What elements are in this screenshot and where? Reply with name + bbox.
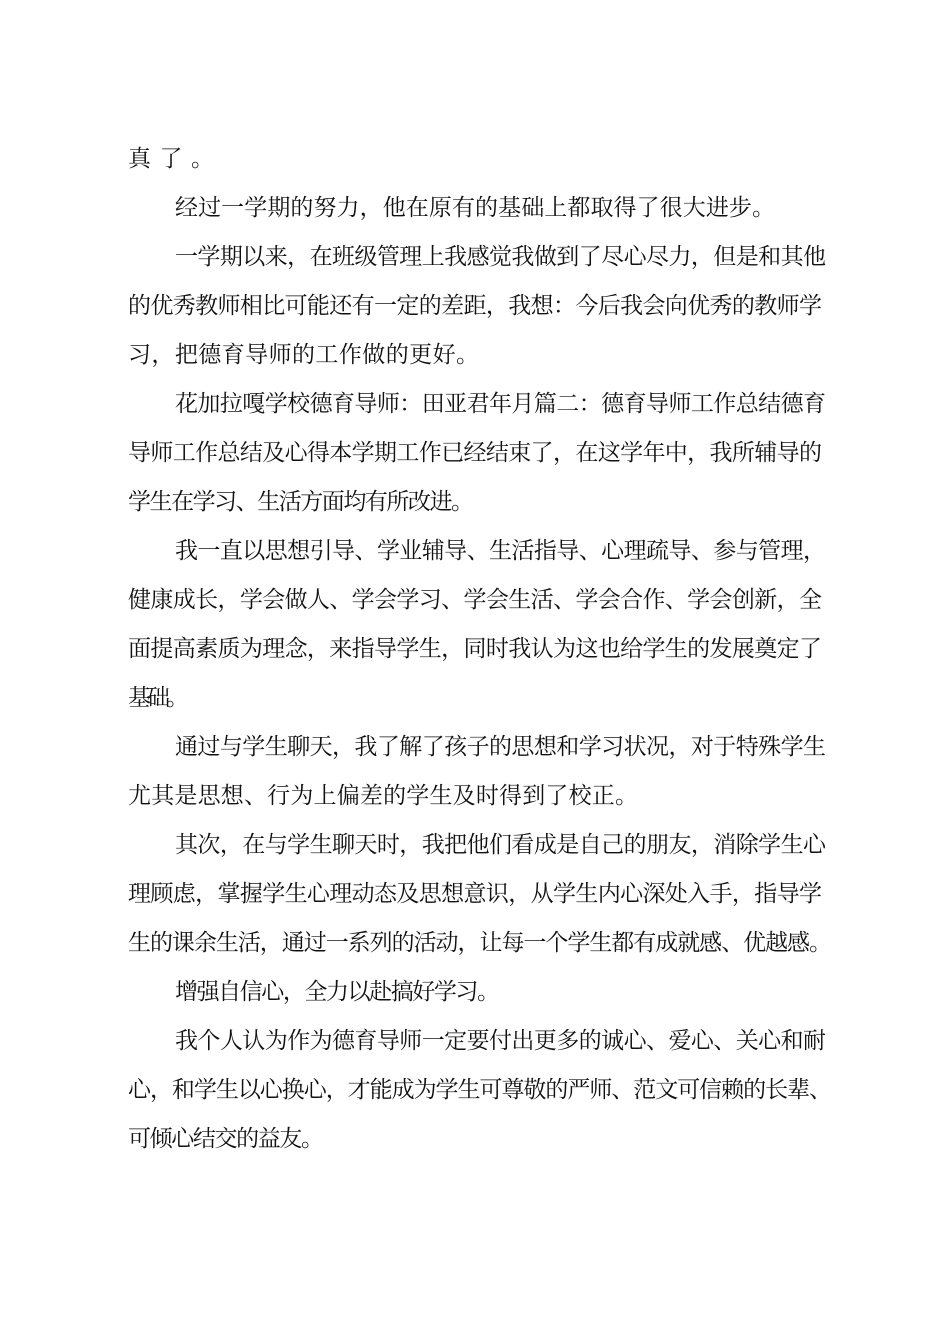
text-line: 面提高素质为理念，来指导学生，同时我认为这也给学生的发展奠定了 [128,636,822,662]
text-line: 我个人认为作为德育导师一定要付出更多的诚心、爱心、关心和耐 [175,1028,826,1054]
text-line: 经过一学期的努力，他在原有的基础上都取得了很大进步。 [175,195,776,221]
text-line: 导师工作总结及心得本学期工作已经结束了，在这学年中，我所辅导的 [128,440,822,466]
text-line: 理顾虑，掌握学生心理动态及思想意识，从学生内心深处入手，指导学 [128,881,822,907]
text-line: 增强自信心，全力以赴搞好学习。 [175,979,499,1005]
text-line: 一学期以来，在班级管理上我感觉我做到了尽心尽力，但是和其他 [175,244,826,270]
text-line: 可倾心结交的益友。 [128,1126,323,1152]
text-line: 通过与学生聊天，我了解了孩子的思想和学习状况，对于特殊学生 [175,734,826,760]
text-line: 健康成长，学会做人、学会学习、学会生活、学会合作、学会创新，全 [128,587,822,613]
text-line: 的优秀教师相比可能还有一定的差距，我想：今后我会向优秀的教师学 [128,293,822,319]
text-line: 心，和学生以心换心，才能成为学生可尊敬的严师、范文可信赖的长辈、 [128,1077,831,1103]
text-line: 其次，在与学生聊天时，我把他们看成是自己的朋友，消除学生心 [175,832,826,858]
text-line: 习，把德育导师的工作做的更好。 [128,342,480,368]
text-line: 生的课余生活，通过一系列的活动，让每一个学生都有成就感、优越感。 [128,930,831,956]
text-line: 学生在学习、生活方面均有所改进。 [128,489,473,515]
text-line: 我一直以思想引导、学业辅导、生活指导、心理疏导、参与管理， [175,538,826,564]
text-line: 尤其是思想、行为上偏差的学生及时得到了校正。 [128,783,639,809]
text-line: 真了。 [128,146,223,172]
text-line: 基础。 [128,685,185,711]
text-line: 花加拉嘎学校德育导师：田亚君年月篇二：德育导师工作总结德育 [175,391,826,417]
